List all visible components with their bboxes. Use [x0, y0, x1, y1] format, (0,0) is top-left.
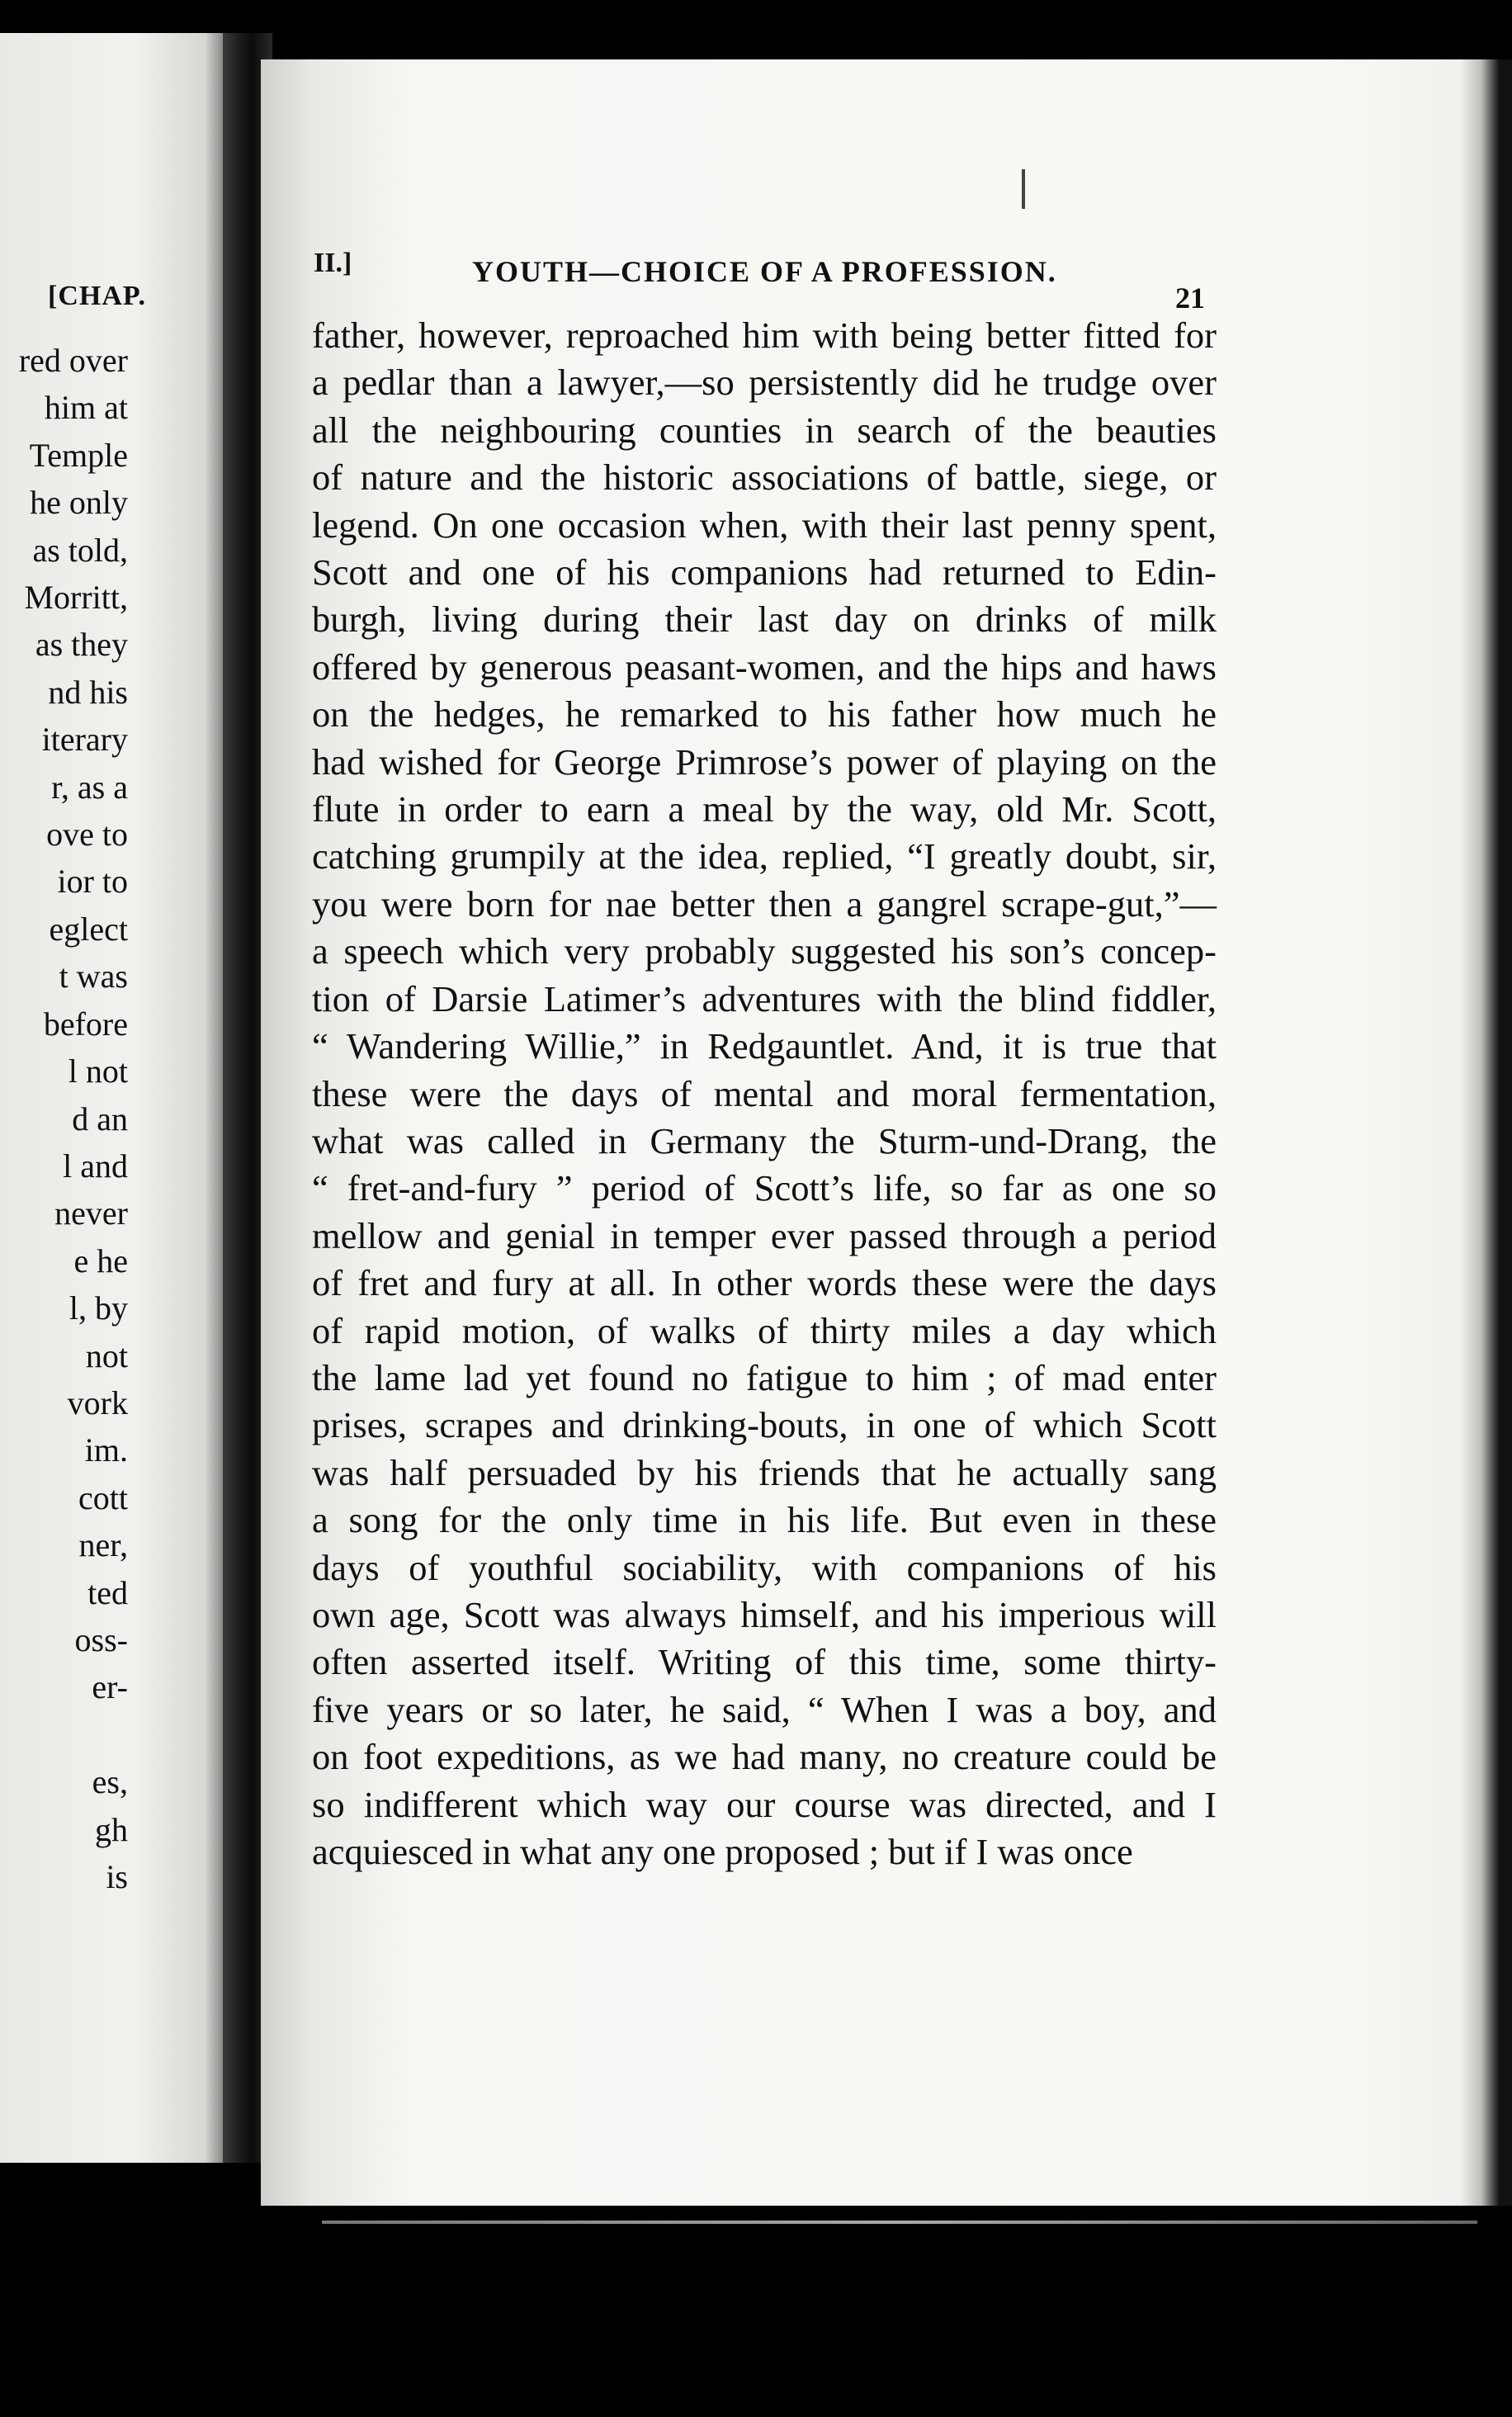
- text-line: you were born for nae better then a gangrel scrape-gut,”—: [312, 882, 1217, 925]
- text-line: offered by generous peasant-women, and the hips and haws: [312, 646, 1217, 688]
- left-line: ior to: [57, 863, 128, 901]
- page-number: 21: [1175, 281, 1205, 315]
- left-line: never: [54, 1194, 128, 1232]
- left-line: ner,: [78, 1526, 128, 1564]
- previous-page: [0, 33, 223, 2163]
- text-line: tion of Darsie Latimer’s adventures with the blind fiddler,: [312, 977, 1217, 1019]
- text-line: these were the days of mental and moral fermentation,: [312, 1072, 1217, 1114]
- text-line: a song for the only time in his life. But even in these: [312, 1499, 1217, 1541]
- left-line: l not: [68, 1052, 128, 1090]
- left-line: eglect: [49, 910, 128, 948]
- left-line: d an: [72, 1100, 128, 1138]
- left-line: before: [43, 1005, 128, 1043]
- left-line: cott: [78, 1478, 128, 1516]
- text-line: burgh, living during their last day on drinks of milk: [312, 598, 1217, 641]
- left-line: gh: [95, 1810, 128, 1848]
- left-line: he only: [30, 484, 128, 522]
- body-text: [312, 312, 1217, 1875]
- left-page-text: [19, 337, 128, 1900]
- left-line: l, by: [69, 1289, 128, 1327]
- text-line: “ fret-and-fury ” period of Scott’s life, so far as one so: [312, 1167, 1217, 1209]
- text-line: a pedlar than a lawyer,—so persistently did he trudge over: [312, 362, 1217, 404]
- left-line: red over: [18, 342, 128, 379]
- text-line: on the hedges, he remarked to his father how much he: [312, 693, 1217, 736]
- text-line: what was called in Germany the Sturm-und-Drang, the: [312, 1119, 1217, 1161]
- left-line: r, as a: [51, 768, 128, 806]
- left-line: iterary: [41, 721, 128, 759]
- text-line: Scott and one of his companions had returned to Edin-: [312, 551, 1217, 594]
- text-line: the lame lad yet found no fatigue to him ; of mad enter: [312, 1356, 1217, 1398]
- text-line: had wished for George Primrose’s power of playing on the: [312, 740, 1217, 783]
- left-line: him at: [44, 389, 128, 427]
- left-line: Temple: [29, 436, 128, 474]
- text-line: days of youthful sociability, with companions of his: [312, 1546, 1217, 1588]
- text-line: own age, Scott was always himself, and his imperious will: [312, 1593, 1217, 1635]
- fold-mark: [1022, 169, 1025, 209]
- text-line: so indifferent which way our course was directed, and I: [312, 1783, 1217, 1825]
- left-line: nd his: [48, 673, 128, 711]
- left-line: as told,: [32, 531, 128, 569]
- text-line: all the neighbouring counties in search of the beauties: [312, 409, 1217, 451]
- left-line: not: [85, 1336, 128, 1374]
- left-page-header: [CHAP.: [48, 281, 147, 311]
- left-line: is: [106, 1857, 128, 1895]
- text-line: “ Wandering Willie,” in Redgauntlet. And, it is true that: [312, 1025, 1217, 1067]
- text-line: a speech which very probably suggested his son’s concep-: [312, 930, 1217, 972]
- text-line: often asserted itself. Writing of this time, some thirty-: [312, 1641, 1217, 1683]
- left-line: vork: [67, 1384, 128, 1421]
- text-line: catching grumpily at the idea, replied, “I greatly doubt, sir,: [312, 835, 1217, 877]
- text-line: of nature and the historic associations of battle, siege, or: [312, 456, 1217, 499]
- page-bottom-edge: [322, 2221, 1477, 2224]
- text-line: of rapid motion, of walks of thirty miles a day which: [312, 1309, 1217, 1351]
- page-edge-shadow: [1461, 59, 1512, 2206]
- text-line: acquiesced in what any one proposed ; but if I was once: [312, 1831, 1133, 1872]
- text-line: prises, scrapes and drinking-bouts, in one of which Scott: [312, 1404, 1217, 1446]
- left-line: ted: [87, 1573, 128, 1611]
- left-line: [19, 1711, 128, 1758]
- left-line: l and: [63, 1147, 128, 1185]
- text-line: flute in order to earn a meal by the way, old Mr. Scott,: [312, 788, 1217, 830]
- left-line: er-: [92, 1668, 128, 1706]
- text-line: legend. On one occasion when, with their last penny spent,: [312, 504, 1217, 546]
- left-line: oss-: [74, 1620, 128, 1658]
- left-line: t was: [59, 958, 128, 996]
- left-line: es,: [92, 1763, 128, 1801]
- running-header: [314, 248, 1221, 305]
- text-line: mellow and genial in temper ever passed through a period: [312, 1214, 1217, 1256]
- text-line: father, however, reproached him with being better fitted for: [312, 315, 1217, 356]
- text-line: of fret and fury at all. In other words these were the days: [312, 1262, 1217, 1304]
- text-line: on foot expeditions, as we had many, no creature could be: [312, 1736, 1217, 1778]
- text-line: was half persuaded by his friends that he actually sang: [312, 1451, 1217, 1493]
- left-line: Morritt,: [24, 579, 128, 617]
- chapter-number: II.]: [314, 248, 352, 278]
- left-line: e he: [73, 1242, 128, 1279]
- left-line: as they: [35, 626, 128, 664]
- running-title: YOUTH—CHOICE OF A PROFESSION.: [472, 255, 1057, 288]
- left-line: ove to: [46, 816, 128, 854]
- text-line: five years or so later, he said, “ When I was a boy, and: [312, 1688, 1217, 1730]
- left-line: im.: [84, 1431, 128, 1469]
